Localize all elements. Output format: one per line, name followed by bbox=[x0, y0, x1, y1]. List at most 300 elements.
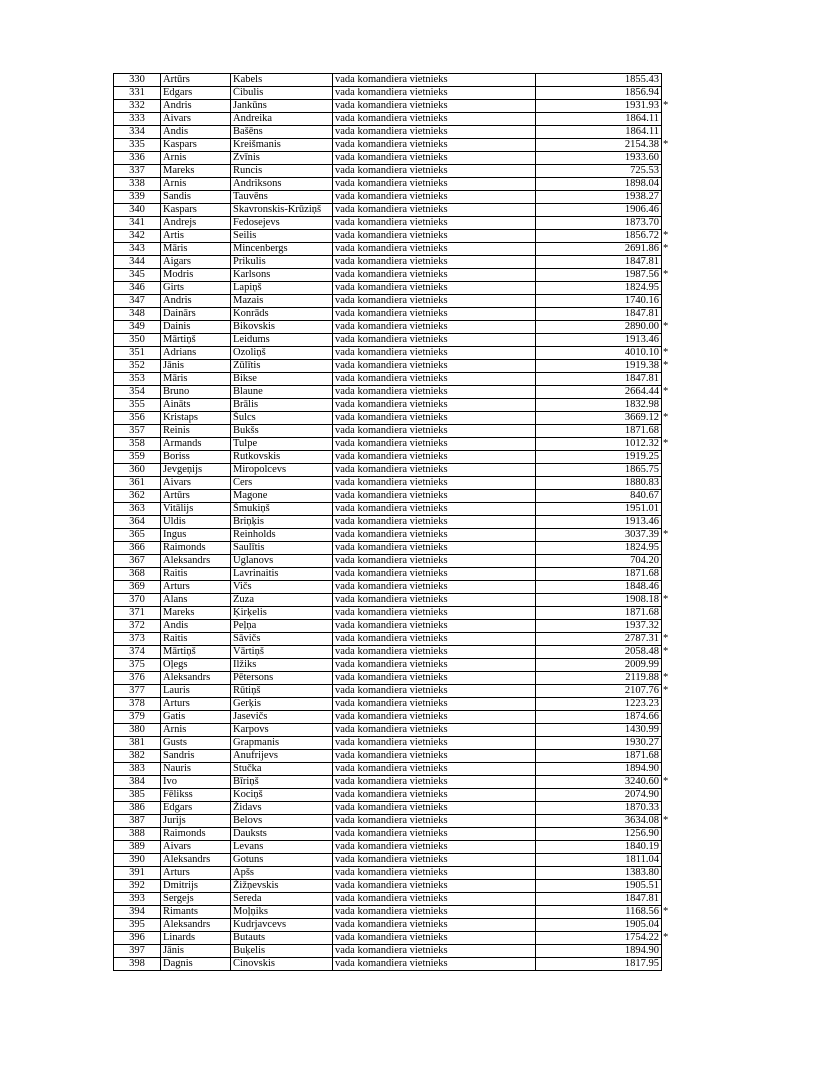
table-row bbox=[114, 529, 662, 542]
row-number-cell: 380 bbox=[114, 724, 161, 737]
position-cell: vada komandiera vietnieks bbox=[333, 113, 536, 126]
amount-value: 1871.68 bbox=[624, 568, 659, 579]
amount-value: 1824.95 bbox=[624, 542, 659, 553]
first-name-cell: Arnis bbox=[161, 152, 231, 165]
amount-cell bbox=[536, 646, 669, 659]
first-name-cell: Dmitrijs bbox=[161, 880, 231, 893]
position-cell: vada komandiera vietnieks bbox=[333, 789, 536, 802]
row-number-cell: 351 bbox=[114, 347, 161, 360]
table-row bbox=[114, 100, 662, 113]
last-name-cell: Šulcs bbox=[231, 412, 333, 425]
first-name-cell: Aivars bbox=[161, 477, 231, 490]
amount-cell bbox=[536, 334, 662, 347]
last-name-cell: Kreišmanis bbox=[231, 139, 333, 152]
table-row bbox=[114, 269, 662, 282]
last-name-cell: Bašēns bbox=[231, 126, 333, 139]
last-name-cell: Kabels bbox=[231, 74, 333, 87]
amount-cell bbox=[536, 633, 669, 646]
row-number-cell: 364 bbox=[114, 516, 161, 529]
position-cell: vada komandiera vietnieks bbox=[333, 542, 536, 555]
position-cell: vada komandiera vietnieks bbox=[333, 646, 536, 659]
last-name-cell: Rūtiņš bbox=[231, 685, 333, 698]
last-name-cell: Kudrjavcevs bbox=[231, 919, 333, 932]
row-number-cell: 336 bbox=[114, 152, 161, 165]
position-cell: vada komandiera vietnieks bbox=[333, 230, 536, 243]
position-cell: vada komandiera vietnieks bbox=[333, 724, 536, 737]
position-cell: vada komandiera vietnieks bbox=[333, 880, 536, 893]
first-name-cell: Bruno bbox=[161, 386, 231, 399]
table-row bbox=[114, 919, 662, 932]
first-name-cell: Arturs bbox=[161, 581, 231, 594]
first-name-cell: Armands bbox=[161, 438, 231, 451]
asterisk-mark: * bbox=[663, 321, 669, 332]
last-name-cell: Ozoliņš bbox=[231, 347, 333, 360]
position-cell: vada komandiera vietnieks bbox=[333, 828, 536, 841]
position-cell: vada komandiera vietnieks bbox=[333, 334, 536, 347]
last-name-cell: Ilžiks bbox=[231, 659, 333, 672]
amount-value: 1880.83 bbox=[624, 477, 659, 488]
position-cell: vada komandiera vietnieks bbox=[333, 373, 536, 386]
last-name-cell: Jankūns bbox=[231, 100, 333, 113]
position-cell: vada komandiera vietnieks bbox=[333, 815, 536, 828]
row-number-cell: 357 bbox=[114, 425, 161, 438]
amount-value: 3037.39 bbox=[624, 529, 659, 540]
last-name-cell: Leidums bbox=[231, 334, 333, 347]
amount-value: 1223.23 bbox=[624, 698, 659, 709]
row-number-cell: 347 bbox=[114, 295, 161, 308]
position-cell: vada komandiera vietnieks bbox=[333, 737, 536, 750]
table-row bbox=[114, 581, 662, 594]
asterisk-mark: * bbox=[663, 594, 669, 605]
first-name-cell: Raitis bbox=[161, 568, 231, 581]
row-number-cell: 385 bbox=[114, 789, 161, 802]
amount-cell bbox=[536, 386, 669, 399]
asterisk-mark: * bbox=[663, 438, 669, 449]
amount-cell bbox=[536, 958, 662, 971]
amount-value: 1913.46 bbox=[624, 516, 659, 527]
table-row bbox=[114, 828, 662, 841]
amount-cell bbox=[536, 581, 662, 594]
table-row bbox=[114, 321, 662, 334]
last-name-cell: Saulītis bbox=[231, 542, 333, 555]
row-number-cell: 389 bbox=[114, 841, 161, 854]
first-name-cell: Jānis bbox=[161, 360, 231, 373]
amount-value: 1856.94 bbox=[624, 87, 659, 98]
row-number-cell: 352 bbox=[114, 360, 161, 373]
amount-value: 840.67 bbox=[630, 490, 659, 501]
amount-cell bbox=[536, 711, 662, 724]
table-row bbox=[114, 295, 662, 308]
row-number-cell: 369 bbox=[114, 581, 161, 594]
position-cell: vada komandiera vietnieks bbox=[333, 867, 536, 880]
table-row bbox=[114, 620, 662, 633]
asterisk-mark: * bbox=[663, 360, 669, 371]
position-cell: vada komandiera vietnieks bbox=[333, 711, 536, 724]
row-number-cell: 343 bbox=[114, 243, 161, 256]
table-row bbox=[114, 243, 662, 256]
last-name-cell: Anufrijevs bbox=[231, 750, 333, 763]
table-row bbox=[114, 945, 662, 958]
amount-value: 704.20 bbox=[630, 555, 659, 566]
amount-cell bbox=[536, 698, 662, 711]
last-name-cell: Rutkovskis bbox=[231, 451, 333, 464]
last-name-cell: Peļņa bbox=[231, 620, 333, 633]
amount-value: 1383.80 bbox=[624, 867, 659, 878]
table-row bbox=[114, 633, 662, 646]
position-cell: vada komandiera vietnieks bbox=[333, 256, 536, 269]
table-row bbox=[114, 373, 662, 386]
amount-value: 1871.68 bbox=[624, 750, 659, 761]
amount-value: 1256.90 bbox=[624, 828, 659, 839]
table-row bbox=[114, 555, 662, 568]
position-cell: vada komandiera vietnieks bbox=[333, 243, 536, 256]
row-number-cell: 355 bbox=[114, 399, 161, 412]
row-number-cell: 388 bbox=[114, 828, 161, 841]
position-cell: vada komandiera vietnieks bbox=[333, 802, 536, 815]
last-name-cell: Reinholds bbox=[231, 529, 333, 542]
position-cell: vada komandiera vietnieks bbox=[333, 555, 536, 568]
last-name-cell: Buķelis bbox=[231, 945, 333, 958]
table-row bbox=[114, 542, 662, 555]
last-name-cell: Vičs bbox=[231, 581, 333, 594]
position-cell: vada komandiera vietnieks bbox=[333, 594, 536, 607]
last-name-cell: Pētersons bbox=[231, 672, 333, 685]
amount-cell bbox=[536, 659, 662, 672]
row-number-cell: 350 bbox=[114, 334, 161, 347]
amount-value: 1931.93 bbox=[624, 100, 659, 111]
amount-value: 2119.88 bbox=[625, 672, 659, 683]
last-name-cell: Židavs bbox=[231, 802, 333, 815]
first-name-cell: Andrejs bbox=[161, 217, 231, 230]
amount-value: 1865.75 bbox=[624, 464, 659, 475]
row-number-cell: 334 bbox=[114, 126, 161, 139]
amount-value: 1919.25 bbox=[624, 451, 659, 462]
row-number-cell: 330 bbox=[114, 74, 161, 87]
asterisk-mark: * bbox=[663, 646, 669, 657]
amount-value: 1740.16 bbox=[624, 295, 659, 306]
first-name-cell: Rimants bbox=[161, 906, 231, 919]
amount-cell bbox=[536, 932, 669, 945]
amount-value: 1938.27 bbox=[624, 191, 659, 202]
salary-table-body bbox=[114, 74, 669, 971]
last-name-cell: Seilis bbox=[231, 230, 333, 243]
table-row bbox=[114, 191, 662, 204]
amount-cell bbox=[536, 490, 662, 503]
last-name-cell: Gotuns bbox=[231, 854, 333, 867]
position-cell: vada komandiera vietnieks bbox=[333, 126, 536, 139]
row-number-cell: 363 bbox=[114, 503, 161, 516]
amount-cell bbox=[536, 191, 662, 204]
amount-cell bbox=[536, 841, 662, 854]
last-name-cell: Sāvičs bbox=[231, 633, 333, 646]
position-cell: vada komandiera vietnieks bbox=[333, 932, 536, 945]
amount-cell bbox=[536, 269, 669, 282]
position-cell: vada komandiera vietnieks bbox=[333, 893, 536, 906]
table-row bbox=[114, 230, 662, 243]
first-name-cell: Edgars bbox=[161, 87, 231, 100]
last-name-cell: Konrāds bbox=[231, 308, 333, 321]
first-name-cell: Andis bbox=[161, 620, 231, 633]
table-row bbox=[114, 282, 662, 295]
asterisk-mark: * bbox=[663, 776, 669, 787]
row-number-cell: 383 bbox=[114, 763, 161, 776]
table-row bbox=[114, 763, 662, 776]
amount-value: 1870.33 bbox=[624, 802, 659, 813]
position-cell: vada komandiera vietnieks bbox=[333, 399, 536, 412]
table-row bbox=[114, 386, 662, 399]
amount-cell bbox=[536, 152, 662, 165]
amount-value: 1951.01 bbox=[624, 503, 659, 514]
amount-cell bbox=[536, 282, 662, 295]
first-name-cell: Aleksandrs bbox=[161, 854, 231, 867]
position-cell: vada komandiera vietnieks bbox=[333, 347, 536, 360]
amount-cell bbox=[536, 919, 662, 932]
amount-value: 2009.99 bbox=[624, 659, 659, 670]
first-name-cell: Sergejs bbox=[161, 893, 231, 906]
table-row bbox=[114, 750, 662, 763]
first-name-cell: Aleksandrs bbox=[161, 672, 231, 685]
first-name-cell: Lauris bbox=[161, 685, 231, 698]
asterisk-mark: * bbox=[663, 815, 669, 826]
row-number-cell: 368 bbox=[114, 568, 161, 581]
amount-cell bbox=[536, 438, 669, 451]
last-name-cell: Magone bbox=[231, 490, 333, 503]
last-name-cell: Skavronskis-Krūziņš bbox=[231, 204, 333, 217]
amount-cell bbox=[536, 542, 662, 555]
row-number-cell: 370 bbox=[114, 594, 161, 607]
position-cell: vada komandiera vietnieks bbox=[333, 451, 536, 464]
row-number-cell: 341 bbox=[114, 217, 161, 230]
last-name-cell: Blaune bbox=[231, 386, 333, 399]
last-name-cell: Tauvēns bbox=[231, 191, 333, 204]
row-number-cell: 345 bbox=[114, 269, 161, 282]
first-name-cell: Ivo bbox=[161, 776, 231, 789]
row-number-cell: 396 bbox=[114, 932, 161, 945]
amount-cell bbox=[536, 347, 669, 360]
last-name-cell: Grapmanis bbox=[231, 737, 333, 750]
table-row bbox=[114, 867, 662, 880]
table-row bbox=[114, 464, 662, 477]
position-cell: vada komandiera vietnieks bbox=[333, 204, 536, 217]
amount-value: 1840.19 bbox=[624, 841, 659, 852]
amount-cell bbox=[536, 126, 662, 139]
amount-cell bbox=[536, 295, 662, 308]
first-name-cell: Uldis bbox=[161, 516, 231, 529]
amount-value: 4010.10 bbox=[624, 347, 659, 358]
table-row bbox=[114, 802, 662, 815]
amount-cell bbox=[536, 529, 669, 542]
table-row bbox=[114, 334, 662, 347]
row-number-cell: 346 bbox=[114, 282, 161, 295]
table-row bbox=[114, 776, 662, 789]
row-number-cell: 384 bbox=[114, 776, 161, 789]
amount-value: 1824.95 bbox=[624, 282, 659, 293]
table-row bbox=[114, 412, 662, 425]
amount-value: 1864.11 bbox=[625, 113, 659, 124]
position-cell: vada komandiera vietnieks bbox=[333, 750, 536, 763]
position-cell: vada komandiera vietnieks bbox=[333, 607, 536, 620]
amount-cell bbox=[536, 568, 662, 581]
amount-value: 3240.60 bbox=[624, 776, 659, 787]
row-number-cell: 344 bbox=[114, 256, 161, 269]
asterisk-mark: * bbox=[663, 906, 669, 917]
last-name-cell: Bukšs bbox=[231, 425, 333, 438]
amount-value: 1856.72 bbox=[624, 230, 659, 241]
last-name-cell: Karlsons bbox=[231, 269, 333, 282]
position-cell: vada komandiera vietnieks bbox=[333, 659, 536, 672]
row-number-cell: 372 bbox=[114, 620, 161, 633]
position-cell: vada komandiera vietnieks bbox=[333, 269, 536, 282]
position-cell: vada komandiera vietnieks bbox=[333, 412, 536, 425]
position-cell: vada komandiera vietnieks bbox=[333, 568, 536, 581]
amount-cell bbox=[536, 477, 662, 490]
first-name-cell: Jurijs bbox=[161, 815, 231, 828]
row-number-cell: 393 bbox=[114, 893, 161, 906]
position-cell: vada komandiera vietnieks bbox=[333, 100, 536, 113]
amount-cell bbox=[536, 503, 662, 516]
last-name-cell: Kociņš bbox=[231, 789, 333, 802]
table-row bbox=[114, 217, 662, 230]
amount-cell bbox=[536, 178, 662, 191]
table-row bbox=[114, 789, 662, 802]
row-number-cell: 387 bbox=[114, 815, 161, 828]
position-cell: vada komandiera vietnieks bbox=[333, 178, 536, 191]
position-cell: vada komandiera vietnieks bbox=[333, 308, 536, 321]
first-name-cell: Kaspars bbox=[161, 204, 231, 217]
first-name-cell: Arturs bbox=[161, 867, 231, 880]
last-name-cell: Karpovs bbox=[231, 724, 333, 737]
first-name-cell: Adrians bbox=[161, 347, 231, 360]
amount-cell bbox=[536, 854, 662, 867]
amount-value: 1898.04 bbox=[624, 178, 659, 189]
table-row bbox=[114, 659, 662, 672]
amount-value: 1430.99 bbox=[624, 724, 659, 735]
amount-cell bbox=[536, 724, 662, 737]
first-name-cell: Edgars bbox=[161, 802, 231, 815]
first-name-cell: Aleksandrs bbox=[161, 919, 231, 932]
last-name-cell: Zvīnis bbox=[231, 152, 333, 165]
position-cell: vada komandiera vietnieks bbox=[333, 776, 536, 789]
table-row bbox=[114, 698, 662, 711]
first-name-cell: Mareks bbox=[161, 607, 231, 620]
amount-value: 1817.95 bbox=[624, 958, 659, 969]
asterisk-mark: * bbox=[663, 529, 669, 540]
position-cell: vada komandiera vietnieks bbox=[333, 698, 536, 711]
amount-cell bbox=[536, 880, 662, 893]
row-number-cell: 386 bbox=[114, 802, 161, 815]
last-name-cell: Runcis bbox=[231, 165, 333, 178]
amount-cell bbox=[536, 204, 662, 217]
table-row bbox=[114, 724, 662, 737]
amount-cell bbox=[536, 685, 669, 698]
amount-value: 1168.56 bbox=[625, 906, 659, 917]
first-name-cell: Gatis bbox=[161, 711, 231, 724]
position-cell: vada komandiera vietnieks bbox=[333, 295, 536, 308]
first-name-cell: Artis bbox=[161, 230, 231, 243]
row-number-cell: 333 bbox=[114, 113, 161, 126]
first-name-cell: Fēlikss bbox=[161, 789, 231, 802]
amount-cell bbox=[536, 165, 662, 178]
row-number-cell: 375 bbox=[114, 659, 161, 672]
amount-cell bbox=[536, 763, 662, 776]
asterisk-mark: * bbox=[663, 139, 669, 150]
row-number-cell: 373 bbox=[114, 633, 161, 646]
last-name-cell: Cinovskis bbox=[231, 958, 333, 971]
first-name-cell: Raimonds bbox=[161, 828, 231, 841]
amount-value: 2691.86 bbox=[624, 243, 659, 254]
amount-cell bbox=[536, 360, 669, 373]
amount-value: 2107.76 bbox=[624, 685, 659, 696]
amount-cell bbox=[536, 139, 669, 152]
first-name-cell: Māris bbox=[161, 373, 231, 386]
table-row bbox=[114, 178, 662, 191]
table-row bbox=[114, 74, 662, 87]
first-name-cell: Kaspars bbox=[161, 139, 231, 152]
row-number-cell: 374 bbox=[114, 646, 161, 659]
position-cell: vada komandiera vietnieks bbox=[333, 529, 536, 542]
row-number-cell: 365 bbox=[114, 529, 161, 542]
amount-value: 1919.38 bbox=[624, 360, 659, 371]
last-name-cell: Levans bbox=[231, 841, 333, 854]
row-number-cell: 332 bbox=[114, 100, 161, 113]
first-name-cell: Oļegs bbox=[161, 659, 231, 672]
last-name-cell: Čibulis bbox=[231, 87, 333, 100]
row-number-cell: 362 bbox=[114, 490, 161, 503]
first-name-cell: Boriss bbox=[161, 451, 231, 464]
amount-cell bbox=[536, 373, 662, 386]
first-name-cell: Andris bbox=[161, 100, 231, 113]
row-number-cell: 377 bbox=[114, 685, 161, 698]
position-cell: vada komandiera vietnieks bbox=[333, 217, 536, 230]
first-name-cell: Aleksandrs bbox=[161, 555, 231, 568]
last-name-cell: Briņķis bbox=[231, 516, 333, 529]
row-number-cell: 354 bbox=[114, 386, 161, 399]
row-number-cell: 397 bbox=[114, 945, 161, 958]
table-row bbox=[114, 815, 662, 828]
first-name-cell: Nauris bbox=[161, 763, 231, 776]
asterisk-mark: * bbox=[663, 347, 669, 358]
first-name-cell: Raitis bbox=[161, 633, 231, 646]
row-number-cell: 340 bbox=[114, 204, 161, 217]
amount-value: 1855.43 bbox=[624, 74, 659, 85]
table-row bbox=[114, 451, 662, 464]
table-row bbox=[114, 139, 662, 152]
table-row bbox=[114, 503, 662, 516]
last-name-cell: Šmukiņš bbox=[231, 503, 333, 516]
first-name-cell: Andris bbox=[161, 295, 231, 308]
first-name-cell: Dagnis bbox=[161, 958, 231, 971]
table-row bbox=[114, 607, 662, 620]
position-cell: vada komandiera vietnieks bbox=[333, 672, 536, 685]
last-name-cell: Stučka bbox=[231, 763, 333, 776]
last-name-cell: Mincenbergs bbox=[231, 243, 333, 256]
first-name-cell: Andis bbox=[161, 126, 231, 139]
last-name-cell: Sereda bbox=[231, 893, 333, 906]
row-number-cell: 382 bbox=[114, 750, 161, 763]
amount-cell bbox=[536, 555, 662, 568]
row-number-cell: 342 bbox=[114, 230, 161, 243]
last-name-cell: Butauts bbox=[231, 932, 333, 945]
row-number-cell: 331 bbox=[114, 87, 161, 100]
last-name-cell: Belovs bbox=[231, 815, 333, 828]
row-number-cell: 339 bbox=[114, 191, 161, 204]
row-number-cell: 394 bbox=[114, 906, 161, 919]
first-name-cell: Dainārs bbox=[161, 308, 231, 321]
table-row bbox=[114, 399, 662, 412]
last-name-cell: Cers bbox=[231, 477, 333, 490]
last-name-cell: Tulpe bbox=[231, 438, 333, 451]
table-row bbox=[114, 568, 662, 581]
